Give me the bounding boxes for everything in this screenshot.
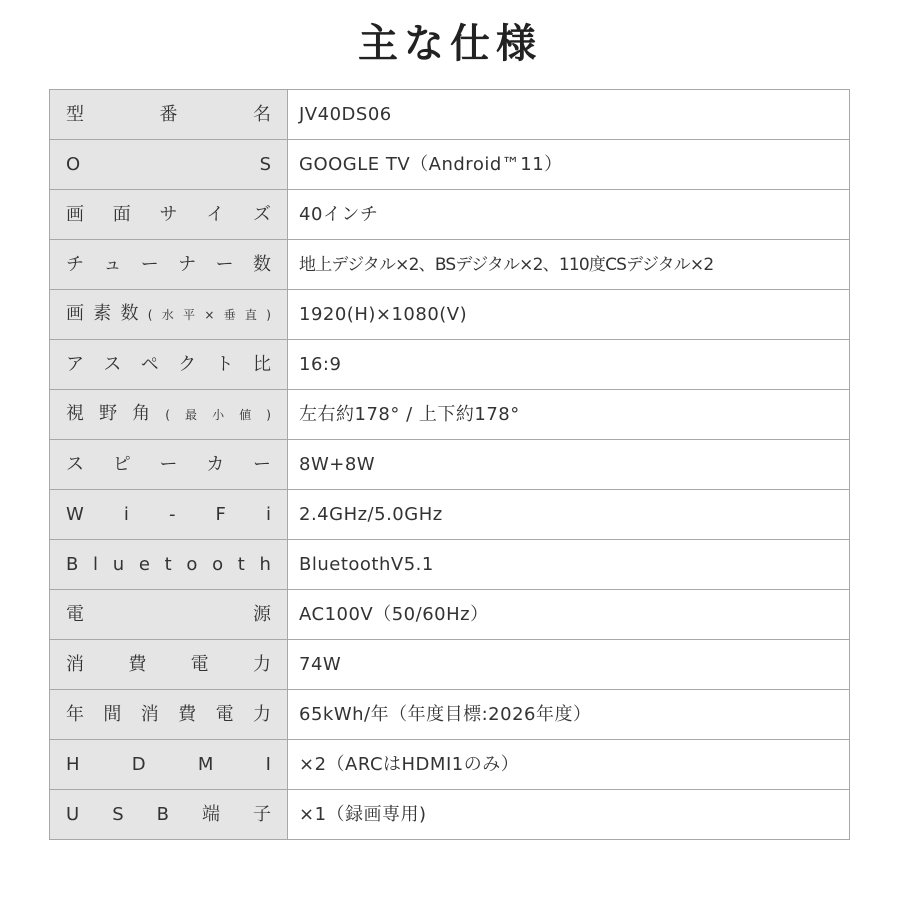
spec-row (50, 440, 850, 490)
spec-value: 2.4GHz/5.0GHz (299, 503, 443, 525)
spec-label-cell (50, 440, 288, 490)
spec-label-char: ピ (112, 453, 131, 475)
spec-row (50, 140, 850, 190)
spec-label-char: 間 (103, 703, 122, 725)
spec-label-cell (50, 340, 288, 390)
spec-label-char: 型 (66, 103, 84, 125)
spec-label-char: ズ (253, 203, 271, 225)
spec-value-cell (288, 190, 850, 240)
spec-label-char: ー (140, 253, 159, 275)
spec-row (50, 690, 850, 740)
spec-label-char: 数 (252, 253, 271, 275)
spec-table-body (50, 90, 850, 840)
spec-value: 65kWh/年（年度目標:2026年度） (299, 703, 592, 725)
spec-value-cell (288, 390, 850, 440)
spec-label-char: 平 (183, 308, 196, 322)
spec-label (66, 455, 271, 475)
spec-label-char: H (66, 753, 80, 775)
spec-label (66, 605, 271, 625)
spec-label-char: S (259, 153, 271, 175)
spec-label-char: 野 (99, 403, 118, 424)
spec-label-cell (50, 790, 288, 840)
spec-label (66, 404, 271, 425)
spec-label-char: 年 (66, 703, 84, 725)
spec-row (50, 390, 850, 440)
spec-label-char: 源 (253, 603, 271, 625)
spec-value-cell (288, 540, 850, 590)
spec-value: 40インチ (299, 203, 379, 225)
spec-label-char: ペ (140, 353, 159, 375)
spec-label (66, 355, 271, 375)
spec-label (66, 805, 271, 825)
spec-label-char: 角 (132, 403, 151, 424)
spec-value: AC100V（50/60Hz） (299, 603, 489, 625)
spec-label-cell (50, 290, 288, 340)
spec-label-char: - (168, 503, 176, 525)
spec-label-cell (50, 590, 288, 640)
spec-value-cell (288, 790, 850, 840)
spec-value: ×2（ARCはHDMI1のみ） (299, 753, 520, 775)
spec-row (50, 90, 850, 140)
spec-label-char: カ (206, 453, 225, 475)
spec-row (50, 640, 850, 690)
spec-value: 1920(H)×1080(V) (299, 303, 468, 325)
spec-value-cell (288, 740, 850, 790)
spec-label-char: B (66, 553, 79, 575)
spec-label-char: h (259, 553, 271, 575)
spec-label-char: ト (215, 353, 234, 375)
spec-value-cell (288, 440, 850, 490)
spec-label-char: 直 (244, 308, 257, 322)
spec-label-char: 数 (120, 303, 139, 324)
spec-value: ×1（録画専用) (299, 803, 427, 825)
spec-label-char: ス (66, 453, 84, 475)
spec-value-cell (288, 340, 850, 390)
spec-value-cell (288, 590, 850, 640)
spec-label-char: 消 (66, 653, 84, 675)
spec-value-cell (288, 90, 850, 140)
page-title: 主な仕様 (358, 20, 542, 67)
spec-value-cell (288, 290, 850, 340)
spec-label-char: 費 (128, 653, 147, 675)
spec-label-char: 名 (253, 103, 271, 125)
spec-label-char: × (204, 308, 215, 322)
spec-label (66, 505, 271, 525)
spec-row (50, 490, 850, 540)
spec-label-char: 画 (66, 303, 84, 324)
spec-label-char: ナ (178, 253, 197, 275)
spec-label-char: イ (206, 203, 225, 225)
spec-label-char: 水 (161, 308, 174, 322)
spec-label-char: 画 (66, 203, 84, 225)
spec-label-char: 素 (93, 303, 112, 324)
spec-label-char: 費 (178, 703, 197, 725)
spec-label-char: ( (147, 308, 153, 322)
spec-label-char: ク (178, 353, 197, 375)
spec-label-char: 値 (239, 408, 252, 422)
spec-label-char: ス (103, 353, 122, 375)
spec-label (66, 705, 271, 725)
spec-label-char: 比 (252, 353, 271, 375)
spec-label-char: ( (165, 408, 170, 422)
spec-label-cell (50, 540, 288, 590)
spec-label-char: W (66, 503, 84, 525)
spec-value-cell (288, 240, 850, 290)
spec-row (50, 790, 850, 840)
spec-label-char: u (112, 553, 125, 575)
spec-label-char: 電 (215, 703, 234, 725)
spec-label-cell (50, 740, 288, 790)
spec-label-char: 電 (66, 603, 84, 625)
spec-value: 8W+8W (299, 453, 376, 475)
spec-label-char: 電 (190, 653, 209, 675)
spec-label-char: i (265, 503, 271, 525)
spec-label-char: l (93, 553, 99, 575)
spec-label-char: t (164, 553, 172, 575)
spec-label (66, 555, 271, 575)
spec-label-char: o (212, 553, 224, 575)
spec-label-cell (50, 90, 288, 140)
spec-value-cell (288, 690, 850, 740)
spec-value: BluetoothV5.1 (299, 553, 434, 575)
spec-label-char: 小 (212, 408, 225, 422)
spec-label-char: 消 (140, 703, 159, 725)
spec-row (50, 190, 850, 240)
spec-value-cell (288, 140, 850, 190)
spec-label-cell (50, 490, 288, 540)
spec-label-cell (50, 390, 288, 440)
spec-value: 地上デジタル×2、BSデジタル×2、110度CSデジタル×2 (299, 254, 714, 275)
spec-label (66, 105, 271, 125)
spec-row (50, 540, 850, 590)
spec-label (66, 755, 271, 775)
spec-label-char: ) (266, 308, 271, 322)
spec-label-char: ) (266, 408, 271, 422)
spec-label (66, 255, 271, 275)
spec-label-char: D (131, 753, 146, 775)
spec-value-cell (288, 490, 850, 540)
spec-label-char: 端 (201, 803, 220, 825)
spec-label-char: M (197, 753, 214, 775)
spec-label-char: i (123, 503, 129, 525)
spec-label-char: ア (66, 353, 84, 375)
spec-label-char: B (156, 803, 169, 825)
spec-label (66, 655, 271, 675)
spec-label-cell (50, 140, 288, 190)
spec-value: JV40DS06 (299, 103, 392, 125)
spec-value-cell (288, 640, 850, 690)
spec-label-cell (50, 190, 288, 240)
spec-label-char: I (265, 753, 271, 775)
spec-label-char: 番 (159, 103, 178, 125)
spec-row (50, 740, 850, 790)
spec-label-char: 最 (185, 408, 198, 422)
spec-label-char: 視 (66, 403, 84, 424)
spec-label-char: サ (159, 203, 178, 225)
spec-label-char: ー (215, 253, 234, 275)
spec-label-char: チ (66, 253, 84, 275)
spec-label-char: o (186, 553, 198, 575)
spec-label-char: U (66, 803, 80, 825)
spec-label-cell (50, 240, 288, 290)
spec-label-char: ー (159, 453, 178, 475)
spec-row (50, 290, 850, 340)
spec-row (50, 590, 850, 640)
spec-value: GOOGLE TV（Android™11） (299, 153, 563, 175)
spec-value: 16:9 (299, 353, 342, 375)
spec-table (49, 89, 850, 840)
spec-label (66, 304, 271, 325)
spec-label (66, 205, 271, 225)
spec-label-char: 面 (112, 203, 131, 225)
spec-row (50, 340, 850, 390)
spec-label-char: 垂 (223, 308, 236, 322)
spec-label-char: ー (253, 453, 271, 475)
spec-label-char: t (237, 553, 245, 575)
spec-value: 74W (299, 653, 342, 675)
spec-value: 左右約178° / 上下約178° (299, 403, 520, 425)
spec-label-char: 力 (252, 653, 271, 675)
spec-label (66, 155, 271, 175)
spec-label-char: S (112, 803, 124, 825)
spec-label-char: ュ (103, 253, 122, 275)
spec-label-char: F (215, 503, 226, 525)
spec-label-cell (50, 690, 288, 740)
spec-label-char: 子 (252, 803, 271, 825)
spec-label-cell (50, 640, 288, 690)
spec-label-char: e (138, 553, 150, 575)
spec-row (50, 240, 850, 290)
spec-label-char: 力 (252, 703, 271, 725)
spec-label-char: O (66, 153, 81, 175)
